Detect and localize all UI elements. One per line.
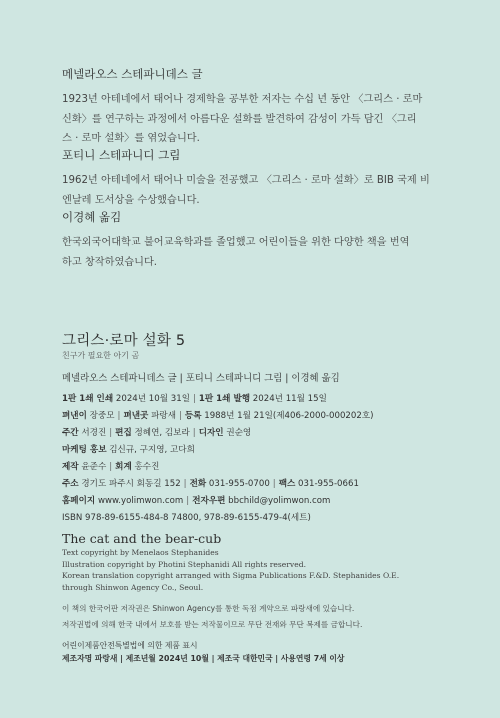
info-label: 주소	[62, 479, 79, 489]
bio-line: 신화〉를 연구하는 과정에서 아름다운 설화를 발견하여 감성이 가득 담긴 〈그리	[62, 113, 417, 125]
info-label: 회계	[115, 462, 132, 472]
info-value: 2024년 10월 31일	[115, 394, 190, 404]
separator: |	[183, 479, 187, 489]
separator: |	[192, 428, 196, 438]
book-credits: 메넬라오스 스테파니데스 글 | 포티니 스테파니디 그림 | 이경혜 옮김	[62, 373, 340, 384]
illustrator-section	[62, 147, 462, 210]
separator: |	[193, 394, 196, 404]
info-value: 김신규, 구지영, 고다희	[109, 445, 195, 455]
info-label: 1판 1쇄 인쇄	[62, 394, 114, 404]
safety-details: 제조자명 파랑새 | 제조년월 2024년 10월 | 제조국 대한민국 | 사용연령 7세 이상	[62, 653, 345, 663]
info-label: 디자인	[198, 428, 224, 438]
info-label: 홈페이지	[62, 496, 96, 506]
info-label: 펴낸이	[62, 411, 87, 421]
author-bio	[62, 90, 462, 149]
copyright-line: through Shinwon Agency Co., Seoul.	[62, 582, 204, 592]
email-link[interactable]: bbchild@yolimwon.com	[228, 496, 331, 506]
web-row	[62, 494, 330, 506]
info-label: 주간	[62, 428, 79, 438]
book-subtitle: 친구가 필요한 아기 곰	[62, 351, 140, 360]
marketing-row	[62, 443, 195, 455]
bio-line: 한국외국어대학교 불어교육학과를 졸업했고 어린이들을 위한 다양한 책을 번역	[62, 237, 410, 248]
isbn-row: ISBN 978-89-6155-484-8 74800, 978-89-6155-479-4(세트)	[62, 513, 311, 523]
info-label: 편집	[115, 428, 132, 438]
korean-notice	[62, 601, 362, 633]
printing-row	[62, 392, 327, 404]
info-value: 1988년 1월 21일(제406-2000-000202호)	[204, 411, 374, 421]
info-label: 등록	[184, 411, 202, 421]
info-value: 경기도 파주시 회동길 152	[81, 479, 181, 489]
info-value: 파랑새	[151, 411, 176, 421]
info-value: 장중모	[89, 411, 115, 421]
copyright-line: Illustration copyright by Photini Stephanidi All rights reserved.	[62, 559, 306, 569]
bio-line: 스 · 로마 설화〉를 엮었습니다.	[62, 133, 200, 144]
homepage-link[interactable]: www.yolimwon.com	[97, 496, 184, 506]
illustrator-name: 포티니 스테파니디 그림	[62, 148, 181, 162]
copyright-line: Korean translation copyright arranged with Sigma Publications F.&D. Stephanides O.E.	[62, 571, 400, 580]
translator-section	[62, 209, 462, 272]
bio-line: 하고 창작하였습니다.	[62, 256, 158, 268]
info-value: 권순영	[226, 428, 252, 438]
english-copyright	[62, 547, 399, 593]
safety-label	[62, 640, 344, 665]
info-label: 전자우편	[192, 496, 226, 506]
info-label: 마케팅 홍보	[62, 445, 107, 455]
bio-line: 1962년 아테네에서 태어나 미술을 전공했고 〈그리스 · 로마 설화〉로 BIB 국제 비	[62, 175, 430, 186]
separator: |	[179, 411, 182, 421]
notice-line: 이 책의 한국어판 저작권은 Shinwon Agency를 통한 독점 계약으로 파랑새에 있습니다.	[62, 604, 355, 613]
info-value: 정혜연, 김보라	[134, 428, 190, 438]
info-label: 팩스	[278, 479, 296, 489]
copyright-line: Text copyright by Menelaos Stephanides	[62, 548, 219, 557]
notice-line: 저작권법에 의해 한국 내에서 보호를 받는 저작물이므로 무단 전재와 무단 복제를 금합니다.	[62, 620, 363, 629]
bio-line: 엔날레 도서상을 수상했습니다.	[62, 194, 200, 206]
separator: |	[109, 462, 113, 472]
separator: |	[272, 479, 276, 489]
info-value: 윤준수	[81, 462, 107, 472]
info-label: 펴낸곳	[123, 411, 149, 421]
info-value: 서경진	[81, 428, 107, 438]
english-title: The cat and the bear-cub	[62, 531, 222, 546]
author-name: 메넬라오스 스테파니데스 글	[62, 67, 203, 81]
separator: |	[109, 428, 113, 438]
info-label: 1판 1쇄 발행	[198, 394, 251, 404]
safety-heading: 어린이제품안전특별법에 의한 제품 표시	[62, 641, 198, 650]
info-value: 2024년 11월 15일	[252, 394, 327, 404]
translator-name: 이경혜 옮김	[62, 210, 122, 224]
info-value: 홍수진	[134, 462, 160, 472]
info-label: 제작	[62, 462, 79, 472]
separator: |	[186, 496, 190, 506]
illustrator-bio	[62, 171, 462, 210]
bio-line: 1923년 아테네에서 태어나 경제학을 공부한 저자는 수십 년 동안 〈그리스 · 로마	[62, 94, 423, 105]
publisher-row	[62, 409, 373, 421]
separator: |	[117, 411, 121, 421]
book-title: 그리스·로마 설화 5	[62, 333, 186, 349]
editor-row	[62, 426, 251, 438]
translator-bio	[62, 233, 462, 272]
production-row	[62, 460, 159, 472]
info-label: 전화	[189, 479, 207, 489]
author-section	[62, 66, 462, 149]
info-value: 031-955-0700	[208, 479, 270, 489]
info-value: 031-955-0661	[298, 479, 359, 489]
address-row	[62, 477, 359, 489]
